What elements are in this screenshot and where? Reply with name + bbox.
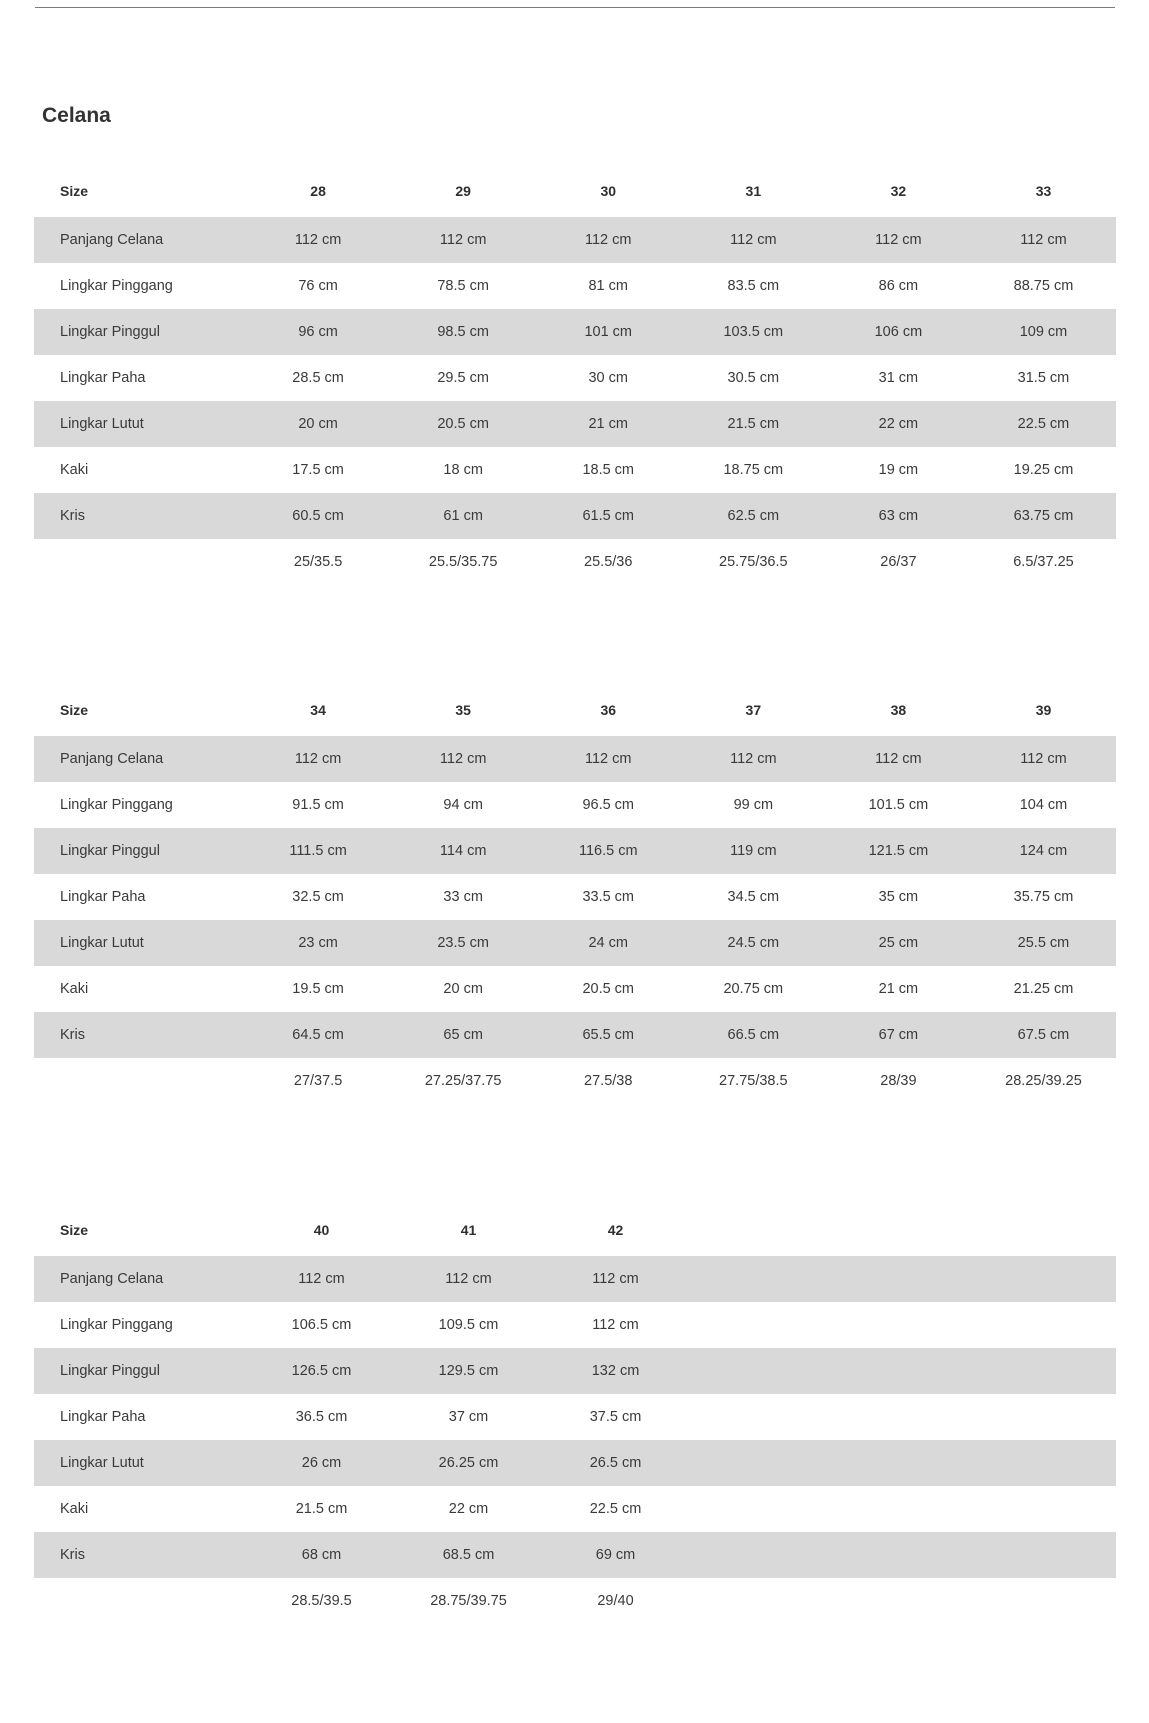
measurement-value: 104 cm — [1019, 797, 1068, 813]
table-row — [34, 828, 1116, 874]
measurement-value: 101.5 cm — [868, 797, 929, 813]
size-column-header: 34 — [310, 702, 326, 718]
measurement-value: 112 cm — [730, 232, 777, 248]
measurement-label: Kaki — [60, 1501, 89, 1517]
size-column-header: 31 — [745, 183, 762, 199]
table-header-row — [34, 1204, 1116, 1256]
size-column-header: 30 — [600, 183, 617, 199]
measurement-value: 18.75 cm — [723, 462, 784, 478]
measurement-value: 68 cm — [301, 1547, 342, 1563]
table-footer-row — [34, 539, 1116, 585]
size-chart-table-3 — [34, 1204, 1116, 1624]
measurement-value: 35.75 cm — [1013, 889, 1074, 905]
measurement-label: Lingkar Paha — [60, 889, 146, 905]
measurement-label: Panjang Celana — [60, 232, 164, 248]
size-column-header: 37 — [745, 702, 762, 718]
measurement-label: Lingkar Paha — [60, 1409, 146, 1425]
measurement-value: 64.5 cm — [292, 1027, 344, 1043]
footer-value: 25.5/35.75 — [428, 554, 498, 570]
size-column-header: 28 — [310, 183, 326, 199]
measurement-value: 103.5 cm — [723, 324, 784, 340]
measurement-value: 60.5 cm — [292, 508, 344, 524]
measurement-value: 66.5 cm — [727, 1027, 780, 1043]
measurement-value: 112 cm — [592, 1271, 639, 1287]
size-column-header: 29 — [455, 183, 471, 199]
size-column-header: 39 — [1035, 702, 1052, 718]
measurement-value: 35 cm — [878, 889, 919, 905]
measurement-value: 18.5 cm — [582, 462, 635, 478]
size-column-header: 40 — [313, 1222, 330, 1238]
measurement-value: 65 cm — [443, 1027, 483, 1043]
measurement-value: 33 cm — [443, 889, 483, 905]
table-row — [34, 217, 1116, 263]
measurement-value: 19.5 cm — [292, 981, 344, 997]
measurement-label: Lingkar Pinggul — [60, 324, 160, 340]
measurement-value: 24 cm — [588, 935, 628, 951]
measurement-value: 36.5 cm — [295, 1409, 348, 1425]
measurement-value: 22 cm — [448, 1501, 489, 1517]
measurement-value: 112 cm — [294, 751, 342, 767]
measurement-value: 124 cm — [1019, 843, 1068, 859]
measurement-value: 112 cm — [298, 1271, 345, 1287]
measurement-value: 21.5 cm — [295, 1501, 348, 1517]
footer-value: 28.75/39.75 — [430, 1593, 507, 1609]
measurement-value: 112 cm — [585, 751, 632, 767]
measurement-value: 29.5 cm — [437, 370, 489, 386]
size-header-label: Size — [60, 702, 89, 718]
size-column-header: 41 — [460, 1222, 477, 1238]
measurement-value: 18 cm — [443, 462, 483, 478]
footer-value: 26/37 — [880, 554, 917, 570]
footer-value: 25.5/36 — [584, 554, 633, 570]
table-row — [34, 447, 1116, 493]
measurement-value: 112 cm — [875, 751, 922, 767]
measurement-value: 21 cm — [878, 981, 919, 997]
measurement-value: 76 cm — [298, 278, 338, 294]
measurement-value: 96 cm — [298, 324, 338, 340]
measurement-value: 22.5 cm — [589, 1501, 642, 1517]
table-row — [34, 355, 1116, 401]
measurement-value: 111.5 cm — [289, 843, 347, 859]
measurement-value: 17.5 cm — [292, 462, 344, 478]
table-row — [34, 263, 1116, 309]
measurement-value: 116.5 cm — [578, 843, 638, 859]
size-header-label: Size — [60, 1222, 89, 1238]
measurement-value: 22.5 cm — [1017, 416, 1070, 432]
measurement-value: 61.5 cm — [582, 508, 635, 524]
table-footer-row — [34, 1058, 1116, 1104]
measurement-value: 20.75 cm — [723, 981, 784, 997]
measurement-value: 32.5 cm — [292, 889, 344, 905]
measurement-value: 20 cm — [298, 416, 338, 432]
measurement-value: 67.5 cm — [1017, 1027, 1070, 1043]
measurement-label: Panjang Celana — [60, 1271, 164, 1287]
table-row — [34, 1302, 1116, 1348]
size-column-header: 38 — [890, 702, 907, 718]
measurement-value: 26.5 cm — [589, 1455, 642, 1471]
measurement-value: 106 cm — [874, 324, 923, 340]
measurement-label: Lingkar Pinggang — [60, 797, 173, 813]
measurement-value: 78.5 cm — [437, 278, 489, 294]
measurement-value: 112 cm — [439, 751, 487, 767]
measurement-value: 112 cm — [730, 751, 777, 767]
measurement-label: Lingkar Paha — [60, 370, 146, 386]
measurement-value: 98.5 cm — [437, 324, 489, 340]
measurement-value: 132 cm — [591, 1363, 640, 1379]
size-column-header: 42 — [607, 1222, 624, 1238]
measurement-value: 30 cm — [588, 370, 628, 386]
measurement-value: 31.5 cm — [1017, 370, 1070, 386]
measurement-value: 109 cm — [1019, 324, 1068, 340]
size-column-header: 33 — [1035, 183, 1052, 199]
measurement-value: 20 cm — [443, 981, 483, 997]
footer-value: 27.5/38 — [584, 1073, 633, 1089]
table-header-row — [34, 165, 1116, 217]
size-column-header: 35 — [455, 702, 471, 718]
measurement-value: 23 cm — [298, 935, 338, 951]
table-row — [34, 1012, 1116, 1058]
measurement-label: Lingkar Pinggul — [60, 1363, 160, 1379]
measurement-label: Lingkar Pinggang — [60, 278, 173, 294]
measurement-value: 112 cm — [445, 1271, 492, 1287]
size-column-header: 36 — [600, 702, 617, 718]
measurement-value: 22 cm — [878, 416, 919, 432]
measurement-value: 106.5 cm — [291, 1317, 352, 1333]
measurement-value: 68.5 cm — [442, 1547, 495, 1563]
measurement-value: 112 cm — [294, 232, 342, 248]
measurement-value: 109.5 cm — [438, 1317, 499, 1333]
measurement-value: 83.5 cm — [727, 278, 780, 294]
measurement-value: 19 cm — [878, 462, 919, 478]
measurement-value: 99 cm — [733, 797, 774, 813]
measurement-value: 101 cm — [584, 324, 633, 340]
measurement-value: 63 cm — [878, 508, 919, 524]
measurement-value: 112 cm — [1020, 232, 1067, 248]
measurement-value: 21.5 cm — [727, 416, 780, 432]
table-footer-row — [34, 1578, 1116, 1624]
measurement-value: 112 cm — [592, 1317, 639, 1333]
table-row — [34, 1348, 1116, 1394]
measurement-value: 31 cm — [878, 370, 919, 386]
footer-value: 29/40 — [597, 1593, 634, 1609]
measurement-value: 20.5 cm — [437, 416, 489, 432]
table-row — [34, 874, 1116, 920]
measurement-value: 88.75 cm — [1013, 278, 1074, 294]
footer-value: 28.5/39.5 — [291, 1593, 352, 1609]
measurement-value: 25.5 cm — [1017, 935, 1070, 951]
measurement-value: 24.5 cm — [727, 935, 780, 951]
measurement-value: 129.5 cm — [438, 1363, 499, 1379]
table-row — [34, 401, 1116, 447]
measurement-value: 37.5 cm — [589, 1409, 642, 1425]
measurement-label: Lingkar Lutut — [60, 416, 144, 432]
measurement-value: 86 cm — [878, 278, 919, 294]
measurement-value: 112 cm — [875, 232, 922, 248]
measurement-value: 94 cm — [443, 797, 483, 813]
size-column-header: 32 — [890, 183, 907, 199]
table-header-row — [34, 684, 1116, 736]
measurement-value: 37 cm — [448, 1409, 489, 1425]
measurement-value: 26.25 cm — [438, 1455, 499, 1471]
size-header-label: Size — [60, 183, 89, 199]
measurement-value: 121.5 cm — [868, 843, 929, 859]
measurement-value: 20.5 cm — [582, 981, 635, 997]
table-row — [34, 1440, 1116, 1486]
measurement-value: 26 cm — [301, 1455, 342, 1471]
measurement-value: 112 cm — [1020, 751, 1067, 767]
measurement-value: 114 cm — [439, 843, 487, 859]
size-chart-table-1 — [34, 165, 1116, 585]
measurement-value: 112 cm — [439, 232, 487, 248]
measurement-label: Lingkar Pinggul — [60, 843, 160, 859]
footer-value: 27.25/37.75 — [424, 1073, 502, 1089]
footer-value: 27.75/38.5 — [719, 1073, 788, 1089]
footer-value: 27/37.5 — [293, 1073, 343, 1089]
top-divider — [35, 7, 1115, 8]
footer-value: 6.5/37.25 — [1013, 554, 1074, 570]
measurement-label: Kris — [60, 508, 85, 524]
measurement-value: 25 cm — [878, 935, 919, 951]
measurement-label: Lingkar Lutut — [60, 935, 144, 951]
table-row — [34, 920, 1116, 966]
measurement-label: Panjang Celana — [60, 751, 164, 767]
measurement-value: 21.25 cm — [1013, 981, 1074, 997]
measurement-label: Kaki — [60, 981, 89, 997]
measurement-label: Kris — [60, 1547, 85, 1563]
measurement-value: 67 cm — [878, 1027, 919, 1043]
table-row — [34, 782, 1116, 828]
measurement-value: 119 cm — [730, 843, 777, 859]
table-row — [34, 493, 1116, 539]
table-row — [34, 1486, 1116, 1532]
measurement-value: 21 cm — [588, 416, 628, 432]
measurement-label: Lingkar Lutut — [60, 1455, 144, 1471]
measurement-value: 65.5 cm — [582, 1027, 635, 1043]
measurement-value: 81 cm — [588, 278, 628, 294]
table-row — [34, 736, 1116, 782]
measurement-value: 28.5 cm — [292, 370, 344, 386]
measurement-value: 112 cm — [585, 232, 632, 248]
table-row — [34, 966, 1116, 1012]
measurement-value: 62.5 cm — [727, 508, 780, 524]
measurement-value: 96.5 cm — [582, 797, 635, 813]
measurement-value: 61 cm — [443, 508, 483, 524]
table-row — [34, 1532, 1116, 1578]
measurement-value: 69 cm — [595, 1547, 636, 1563]
table-row — [34, 1394, 1116, 1440]
measurement-value: 63.75 cm — [1013, 508, 1074, 524]
measurement-value: 33.5 cm — [582, 889, 635, 905]
size-chart-table-2 — [34, 684, 1116, 1104]
section-title: Celana — [42, 104, 111, 127]
table-row — [34, 309, 1116, 355]
measurement-value: 23.5 cm — [437, 935, 489, 951]
measurement-label: Kaki — [60, 462, 89, 478]
measurement-value: 30.5 cm — [727, 370, 780, 386]
measurement-label: Kris — [60, 1027, 85, 1043]
measurement-label: Lingkar Pinggang — [60, 1317, 173, 1333]
footer-value: 28.25/39.25 — [1005, 1073, 1082, 1089]
measurement-value: 19.25 cm — [1013, 462, 1074, 478]
measurement-value: 34.5 cm — [727, 889, 780, 905]
measurement-value: 91.5 cm — [292, 797, 344, 813]
table-row — [34, 1256, 1116, 1302]
measurement-value: 126.5 cm — [291, 1363, 352, 1379]
footer-value: 25.75/36.5 — [719, 554, 788, 570]
footer-value: 28/39 — [880, 1073, 917, 1089]
footer-value: 25/35.5 — [293, 554, 343, 570]
